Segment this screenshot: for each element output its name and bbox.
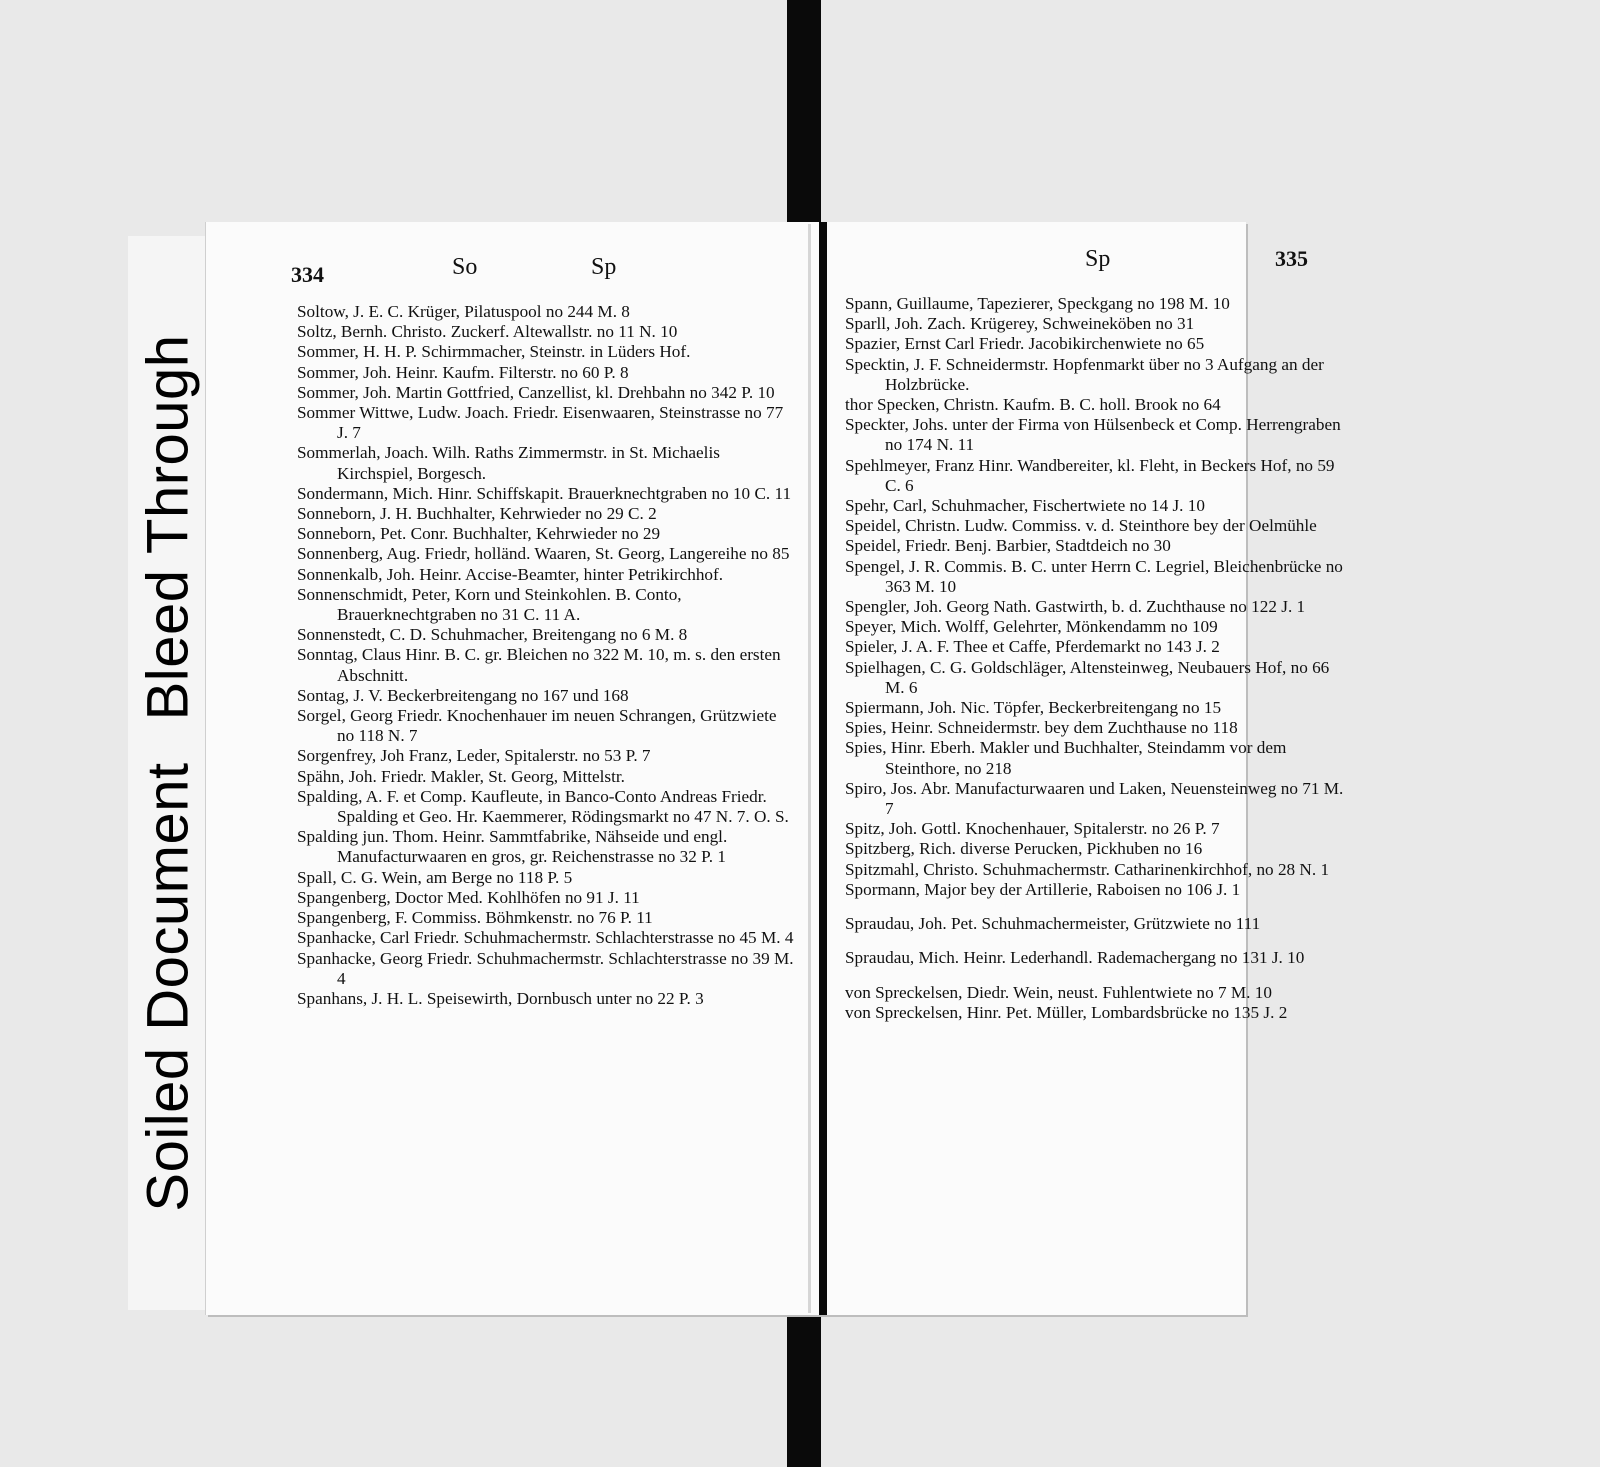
binding-strip-top — [787, 0, 821, 222]
directory-entry: Sorgenfrey, Joh Franz, Leder, Spitalerstr. no 53 P. 7 — [297, 746, 651, 766]
book-gutter — [819, 222, 827, 1315]
directory-entry: Sonnenkalb, Joh. Heinr. Accise-Beamter, hinter Petrikirchhof. — [297, 564, 724, 584]
directory-entry: Spann, Guillaume, Tapezierer, Speckgang no 198 M. 10 — [845, 294, 1230, 313]
left-entries — [297, 302, 797, 1009]
directory-entry: Spalding, A. F. et Comp. Kaufleute, in Banco-Conto Andreas Friedr. Spalding et Geo. Hr. Kaemmerer, Rödingsmarkt no 47 N. 7. O. S. — [297, 786, 789, 827]
directory-entry: Speidel, Friedr. Benj. Barbier, Stadtdeich no 30 — [845, 536, 1171, 556]
directory-entry: Spitz, Joh. Gottl. Knochenhauer, Spitalerstr. no 26 P. 7 — [845, 819, 1220, 839]
directory-entry: von Spreckelsen, Hinr. Pet. Müller, Lombardsbrücke no 135 J. 2 — [845, 1002, 1288, 1022]
directory-entry: Spengler, Joh. Georg Nath. Gastwirth, b. d. Zuchthause no 122 J. 1 — [845, 597, 1306, 617]
directory-entry: Spieler, J. A. F. Thee et Caffe, Pferdemarkt no 143 J. 2 — [845, 637, 1220, 657]
side-label — [135, 334, 202, 1211]
left-page — [291, 240, 797, 1009]
page-edge — [808, 224, 811, 1313]
directory-entry: Spanhacke, Carl Friedr. Schuhmachermstr. Schlachterstrasse no 45 M. 4 — [297, 928, 794, 948]
directory-entry: Spitzmahl, Christo. Schuhmachermstr. Catharinenkirchhof, no 28 N. 1 — [845, 859, 1330, 879]
right-page-number: 335 — [1275, 246, 1308, 271]
left-running-head-so: So — [452, 254, 478, 280]
directory-entry: Sonneborn, J. H. Buchhalter, Kehrwieder no 29 C. 2 — [297, 504, 657, 524]
directory-entry: Spangenberg, Doctor Med. Kohlhöfen no 91 J. 11 — [297, 887, 640, 907]
directory-entry: Speyer, Mich. Wolff, Gelehrter, Mönkendamm no 109 — [845, 617, 1218, 637]
right-page — [845, 232, 1345, 1023]
left-running-head-sp: Sp — [591, 254, 617, 280]
directory-entry: von Spreckelsen, Diedr. Wein, neust. Fuhlentwiete no 7 M. 10 — [845, 982, 1272, 1002]
directory-entry: Spraudau, Joh. Pet. Schuhmachermeister, Grützwiete no 111 — [845, 914, 1261, 934]
directory-entry: Sonneborn, Pet. Conr. Buchhalter, Kehrwieder no 29 — [297, 524, 661, 544]
directory-entry: Sonnenschmidt, Peter, Korn und Steinkohlen. B. Conto, Brauerknechtgraben no 31 C. 11 A. — [297, 584, 682, 625]
side-label-word2: Bleed Through — [135, 334, 201, 721]
left-page-number: 334 — [291, 262, 324, 287]
entry-spacer — [845, 934, 1345, 948]
directory-entry: Spiro, Jos. Abr. Manufacturwaaren und Laken, Neuensteinweg no 71 M. 7 — [845, 778, 1344, 819]
directory-entry: Sommer, H. H. P. Schirmmacher, Steinstr. in Lüders Hof. — [297, 342, 691, 362]
side-label-word1: Soiled Document — [135, 762, 201, 1212]
right-entries — [845, 294, 1345, 1023]
directory-entry: Spitzberg, Rich. diverse Perucken, Pickhuben no 16 — [845, 839, 1203, 859]
entry-spacer — [845, 969, 1345, 983]
left-page-header — [291, 240, 797, 302]
directory-entry: Spanhans, J. H. L. Speisewirth, Dornbusch unter no 22 P. 3 — [297, 988, 704, 1008]
directory-entry: Sommer Wittwe, Ludw. Joach. Friedr. Eisenwaaren, Steinstrasse no 77 J. 7 — [297, 403, 784, 443]
right-running-head: Sp — [1085, 246, 1111, 272]
directory-entry: Spehlmeyer, Franz Hinr. Wandbereiter, kl. Fleht, in Beckers Hof, no 59 C. 6 — [845, 455, 1335, 495]
right-page-header — [845, 232, 1345, 294]
directory-entry: Spall, C. G. Wein, am Berge no 118 P. 5 — [297, 867, 573, 887]
directory-entry: Sondermann, Mich. Hinr. Schiffskapit. Brauerknechtgraben no 10 C. 11 — [297, 483, 792, 503]
directory-entry: Sommer, Joh. Heinr. Kaufm. Filterstr. no 60 P. 8 — [297, 362, 629, 382]
directory-entry: Spraudau, Mich. Heinr. Lederhandl. Rademachergang no 131 J. 10 — [845, 948, 1305, 968]
directory-entry: Sorgel, Georg Friedr. Knochenhauer im neuen Schrangen, Grützwiete no 118 N. 7 — [297, 706, 777, 746]
directory-entry: Spengel, J. R. Commis. B. C. unter Herrn C. Legriel, Bleichenbrücke no 363 M. 10 — [845, 556, 1343, 596]
directory-entry: Spangenberg, F. Commiss. Böhmkenstr. no 76 P. 11 — [297, 908, 653, 928]
directory-entry: Spiermann, Joh. Nic. Töpfer, Beckerbreitengang no 15 — [845, 698, 1222, 718]
binding-strip-bottom — [787, 1310, 821, 1467]
directory-entry: Sonnenstedt, C. D. Schuhmacher, Breitengang no 6 M. 8 — [297, 625, 688, 645]
directory-entry: Spanhacke, Georg Friedr. Schuhmachermstr. Schlachterstrasse no 39 M. 4 — [297, 948, 794, 988]
directory-entry: Spehr, Carl, Schuhmacher, Fischertwiete no 14 J. 10 — [845, 496, 1205, 516]
directory-entry: Spähn, Joh. Friedr. Makler, St. Georg, Mittelstr. — [297, 766, 625, 786]
directory-entry: thor Specken, Christn. Kaufm. B. C. holl. Brook no 64 — [845, 395, 1221, 415]
directory-entry: Specktin, J. F. Schneidermstr. Hopfenmarkt über no 3 Aufgang an der Holzbrücke. — [845, 354, 1324, 394]
directory-entry: Sonnenberg, Aug. Friedr, holländ. Waaren, St. Georg, Langereihe no 85 — [297, 544, 790, 564]
directory-entry: Speidel, Christn. Ludw. Commiss. v. d. Steinthore bey der Oelmühle — [845, 516, 1317, 536]
directory-entry: Spormann, Major bey der Artillerie, Raboisen no 106 J. 1 — [845, 879, 1241, 899]
directory-entry: Soltz, Bernh. Christo. Zuckerf. Altewallstr. no 11 N. 10 — [297, 322, 678, 342]
directory-entry: Spies, Heinr. Schneidermstr. bey dem Zuchthause no 118 — [845, 718, 1238, 738]
directory-entry: Spielhagen, C. G. Goldschläger, Altensteinweg, Neubauers Hof, no 66 M. 6 — [845, 657, 1330, 697]
directory-entry: Spazier, Ernst Carl Friedr. Jacobikirchenwiete no 65 — [845, 334, 1205, 354]
directory-entry: Sparll, Joh. Zach. Krügerey, Schweineköben no 31 — [845, 314, 1195, 334]
directory-entry: Soltow, J. E. C. Krüger, Pilatuspool no 244 M. 8 — [297, 302, 630, 321]
directory-entry: Speckter, Johs. unter der Firma von Hülsenbeck et Comp. Herrengraben no 174 N. 11 — [845, 415, 1341, 455]
directory-entry: Sommerlah, Joach. Wilh. Raths Zimmermstr. in St. Michaelis Kirchspiel, Borgesch. — [297, 443, 720, 483]
entry-spacer — [845, 900, 1345, 914]
directory-entry: Sommer, Joh. Martin Gottfried, Canzellist, kl. Drehbahn no 342 P. 10 — [297, 382, 775, 402]
directory-entry: Spalding jun. Thom. Heinr. Sammtfabrike, Nähseide und engl. Manufacturwaaren en gros, gr. Reichenstrasse no 32 P. 1 — [297, 827, 728, 867]
directory-entry: Spies, Hinr. Eberh. Makler und Buchhalter, Steindamm vor dem Steinthore, no 218 — [845, 738, 1287, 778]
directory-entry: Sonntag, Claus Hinr. B. C. gr. Bleichen no 322 M. 10, m. s. den ersten Abschnitt. — [297, 645, 781, 685]
directory-entry: Sontag, J. V. Beckerbreitengang no 167 und 168 — [297, 685, 629, 705]
